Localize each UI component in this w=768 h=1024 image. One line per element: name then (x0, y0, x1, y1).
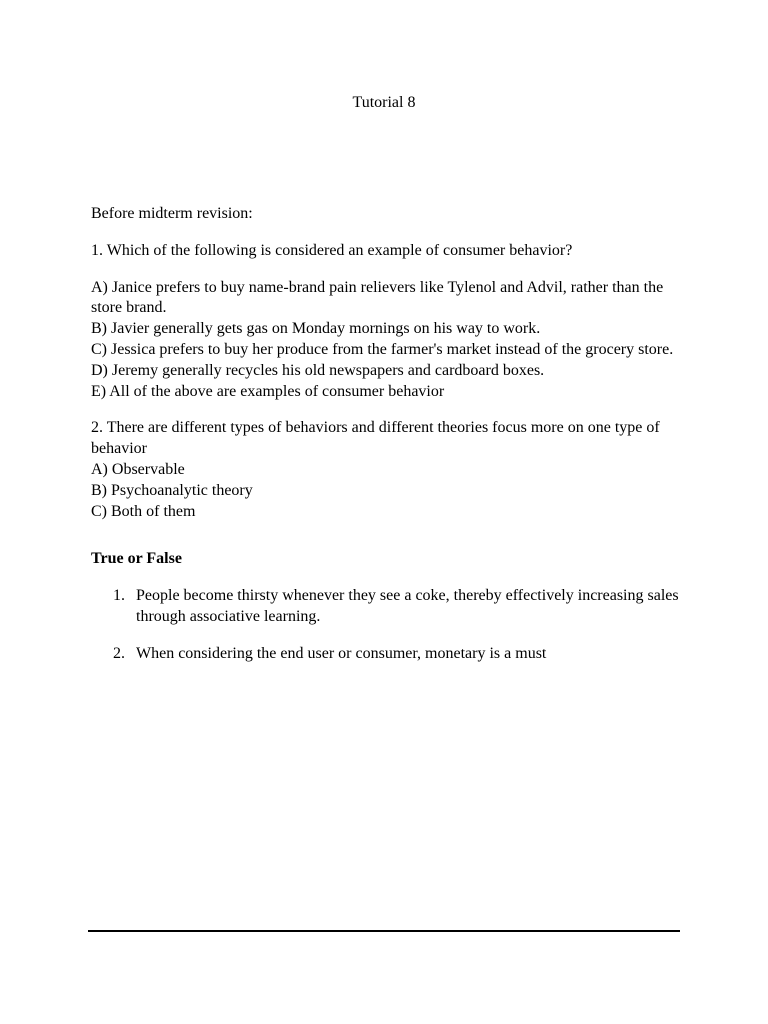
true-false-item-text: When considering the end user or consumer, monetary is a must (136, 644, 547, 662)
question-2-option-c: C) Both of them (91, 502, 196, 520)
true-false-item (91, 586, 681, 628)
true-false-item-number: 2. (113, 644, 125, 662)
question-1-option-a: A) Janice prefers to buy name-brand pain relievers like Tylenol and Advil, rather than the store brand. (91, 278, 664, 317)
intro-text: Before midterm revision: (91, 205, 253, 222)
true-false-item (91, 644, 681, 665)
document-body (91, 204, 681, 665)
true-false-heading: True or False (91, 550, 182, 568)
question-1-options (91, 278, 681, 403)
question-1-option-b: B) Javier generally gets gas on Monday mornings on his way to work. (91, 320, 541, 338)
true-false-item-text: People become thirsty whenever they see a coke, thereby effectively increasing sales through associative learning. (136, 587, 679, 625)
question-2-option-b: B) Psychoanalytic theory (91, 481, 253, 499)
document-title: Tutorial 8 (352, 94, 416, 111)
question-1-option-e: E) All of the above are examples of consumer behavior (91, 382, 445, 400)
true-false-item-number: 1. (113, 587, 125, 605)
question-2-option-a: A) Observable (91, 460, 185, 478)
question-1-stem: 1. Which of the following is considered an example of consumer behavior? (91, 241, 573, 259)
question-2-stem: 2. There are different types of behaviors and different theories focus more on one type of behavior (91, 419, 660, 458)
question-2-options (91, 460, 681, 522)
footer-rule (88, 930, 680, 932)
question-1-option-d: D) Jeremy generally recycles his old newspapers and cardboard boxes. (91, 361, 545, 379)
true-false-list (91, 586, 681, 664)
question-1-option-c: C) Jessica prefers to buy her produce from the farmer's market instead of the grocery store. (91, 340, 674, 358)
